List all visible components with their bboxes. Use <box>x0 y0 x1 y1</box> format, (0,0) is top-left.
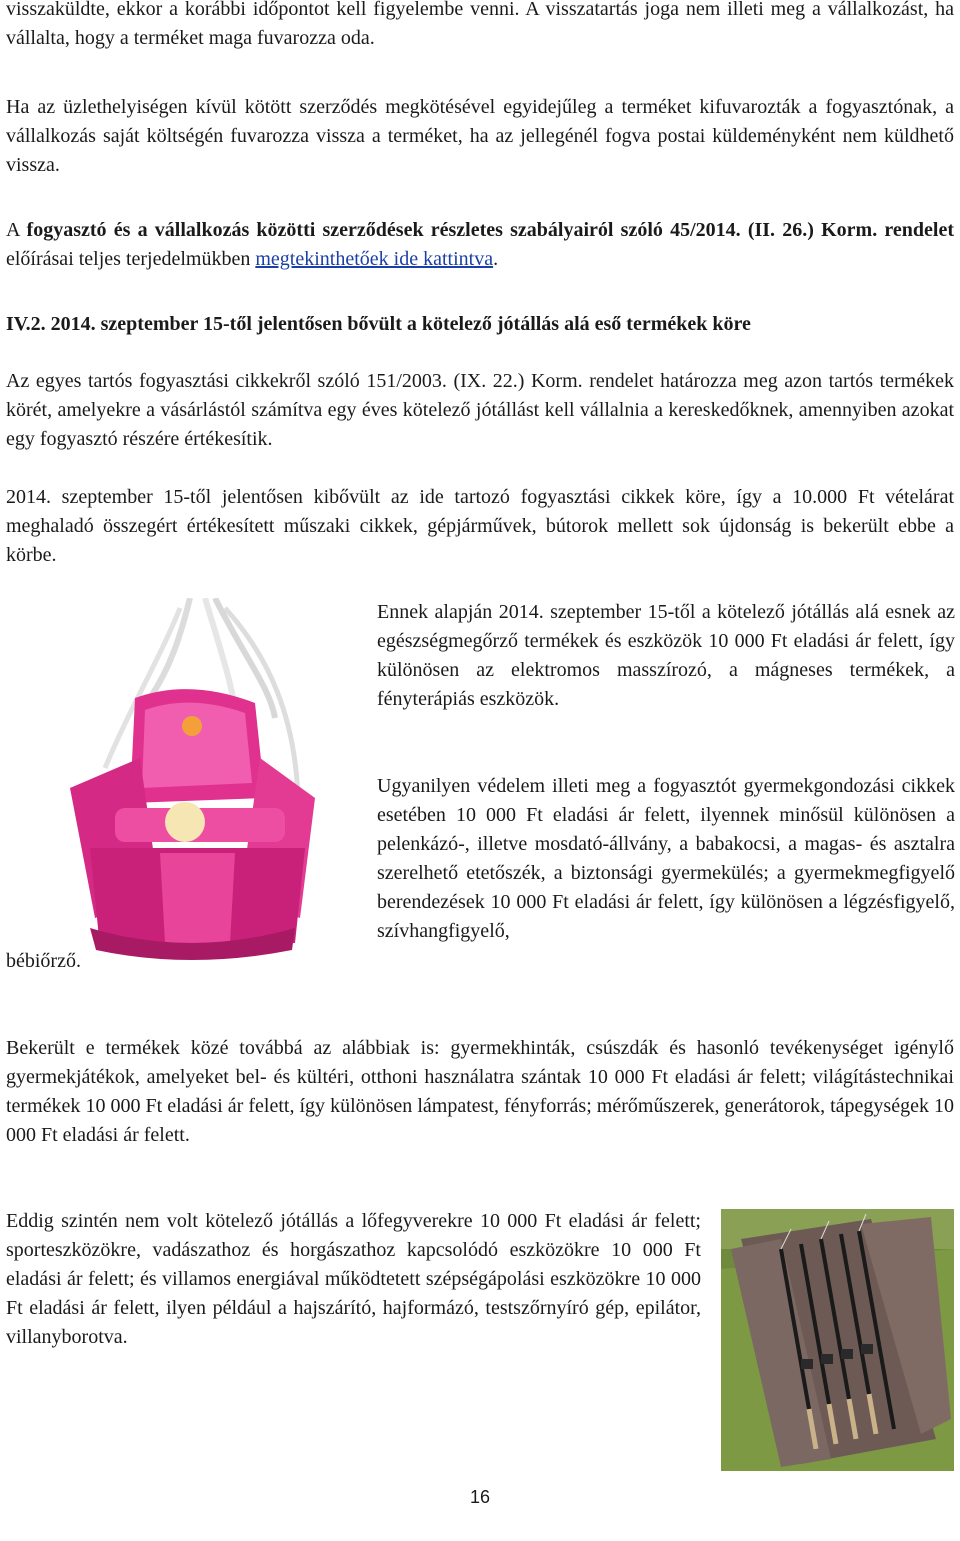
paragraph-childcare-end: bébiőrző. <box>6 950 81 972</box>
paragraph-health-products: Ennek alapján 2014. szeptember 15-től a kötelező jótállás alá esnek az egészségmegőrző termékek és eszközök 10 000 Ft eladási ár felett, így különösen az elektromos masszírozó, a mágneses termékek, a fényterápiás eszközök. <box>377 601 955 710</box>
paragraph-return-shipping: Ha az üzlethelyiségen kívül kötött szerződés megkötésével egyidejűleg a terméket kifuvarozták a fogyasztónak, a vállalkozás saját költségén fuvarozza vissza a terméket, ha az jellegénél fogva postai küldeményként nem küldhető vissza. <box>6 96 954 176</box>
baby-swing-image <box>30 598 330 968</box>
paragraph-decree-reference <box>6 216 954 274</box>
paragraph-toys-lighting: Bekerült e termékek közé továbbá az alábbiak is: gyermekhinták, csúszdák és hasonló tevékenységet igénylő gyermekjátékok, amelyeket bel- és kültéri, otthoni használatra szántak 10 000 Ft eladási ár felett; világítástechnikai termékek 10 000 Ft eladási ár felett, így különösen lámpatest, fényforrás; mérőműszerek, generátorok, tápegységek 10 000 Ft eladási ár felett. <box>6 1037 954 1146</box>
decree-title: fogyasztó és a vállalkozás közötti szerződések részletes szabályairól szóló 45/2014. (II. 26.) Korm. rendelet <box>26 219 955 241</box>
section-heading: IV.2. 2014. szeptember 15-től jelentősen bővült a kötelező jótállás alá eső termékek köre <box>6 313 751 335</box>
decree-prefix: A <box>6 219 27 241</box>
baby-swing-illustration <box>30 598 330 968</box>
page-number: 16 <box>469 1487 491 1507</box>
paragraph-childcare-products: Ugyanilyen védelem illeti meg a fogyasztót gyermekgondozási cikkek esetében 10 000 Ft eladási ár felett, ilyennek minősül különösen a pelenkázó-, illetve mosdató-állvány, a babakocsi, a magas- és asztalra szerelhető etetőszék, a biztonsági gyermekülés; a gyermekmegfigyelő berendezések 10 000 Ft eladási ár felett, így különösen a légzésfigyelő, szívhangfigyelő, <box>377 775 955 942</box>
paragraph-weapons-sports: Eddig szintén nem volt kötelező jótállás a lőfegyverekre 10 000 Ft eladási ár felett; sporteszközökre, vadászathoz és horgászathoz kapcsolódó eszközökre 10 000 Ft eladási ár felett; és villamos energiával működtetett szépségápolási eszközökre 10 000 Ft eladási ár felett, ilyen például a hajszárító, hajformázó, testszőrnyíró gép, epilátor, villanyborotva. <box>6 1210 701 1348</box>
decree-middle: előírásai teljes terjedelmükben <box>6 248 256 270</box>
decree-link[interactable]: megtekinthetőek ide kattintva <box>255 248 494 270</box>
fishing-rod-bag-image <box>721 1209 954 1471</box>
paragraph-durable-goods-decree: Az egyes tartós fogyasztási cikkekről szóló 151/2003. (IX. 22.) Korm. rendelet határozza meg azon tartós termékek körét, amelyekre a vásárlástól számítva egy éves kötelező jótállást kell vállalnia a kereskedőknek, amennyiben azokat egy fogyasztó részére értékesítik. <box>6 370 954 450</box>
paragraph-expansion: 2014. szeptember 15-től jelentősen kibővült az ide tartozó fogyasztási cikkek köre, így a 10.000 Ft vételárat meghaladó összegért értékesített műszaki cikkek, gépjárművek, bútorok mellett sok újdonság is bekerült ebbe a körbe. <box>6 486 954 566</box>
paragraph-return-rule: visszaküldte, ekkor a korábbi időpontot kell figyelembe venni. A visszatartás joga nem illeti meg a vállalkozást, ha vállalta, hogy a terméket maga fuvarozza oda. <box>6 0 954 49</box>
fishing-rod-bag-illustration <box>721 1209 954 1471</box>
decree-suffix: . <box>493 248 499 270</box>
